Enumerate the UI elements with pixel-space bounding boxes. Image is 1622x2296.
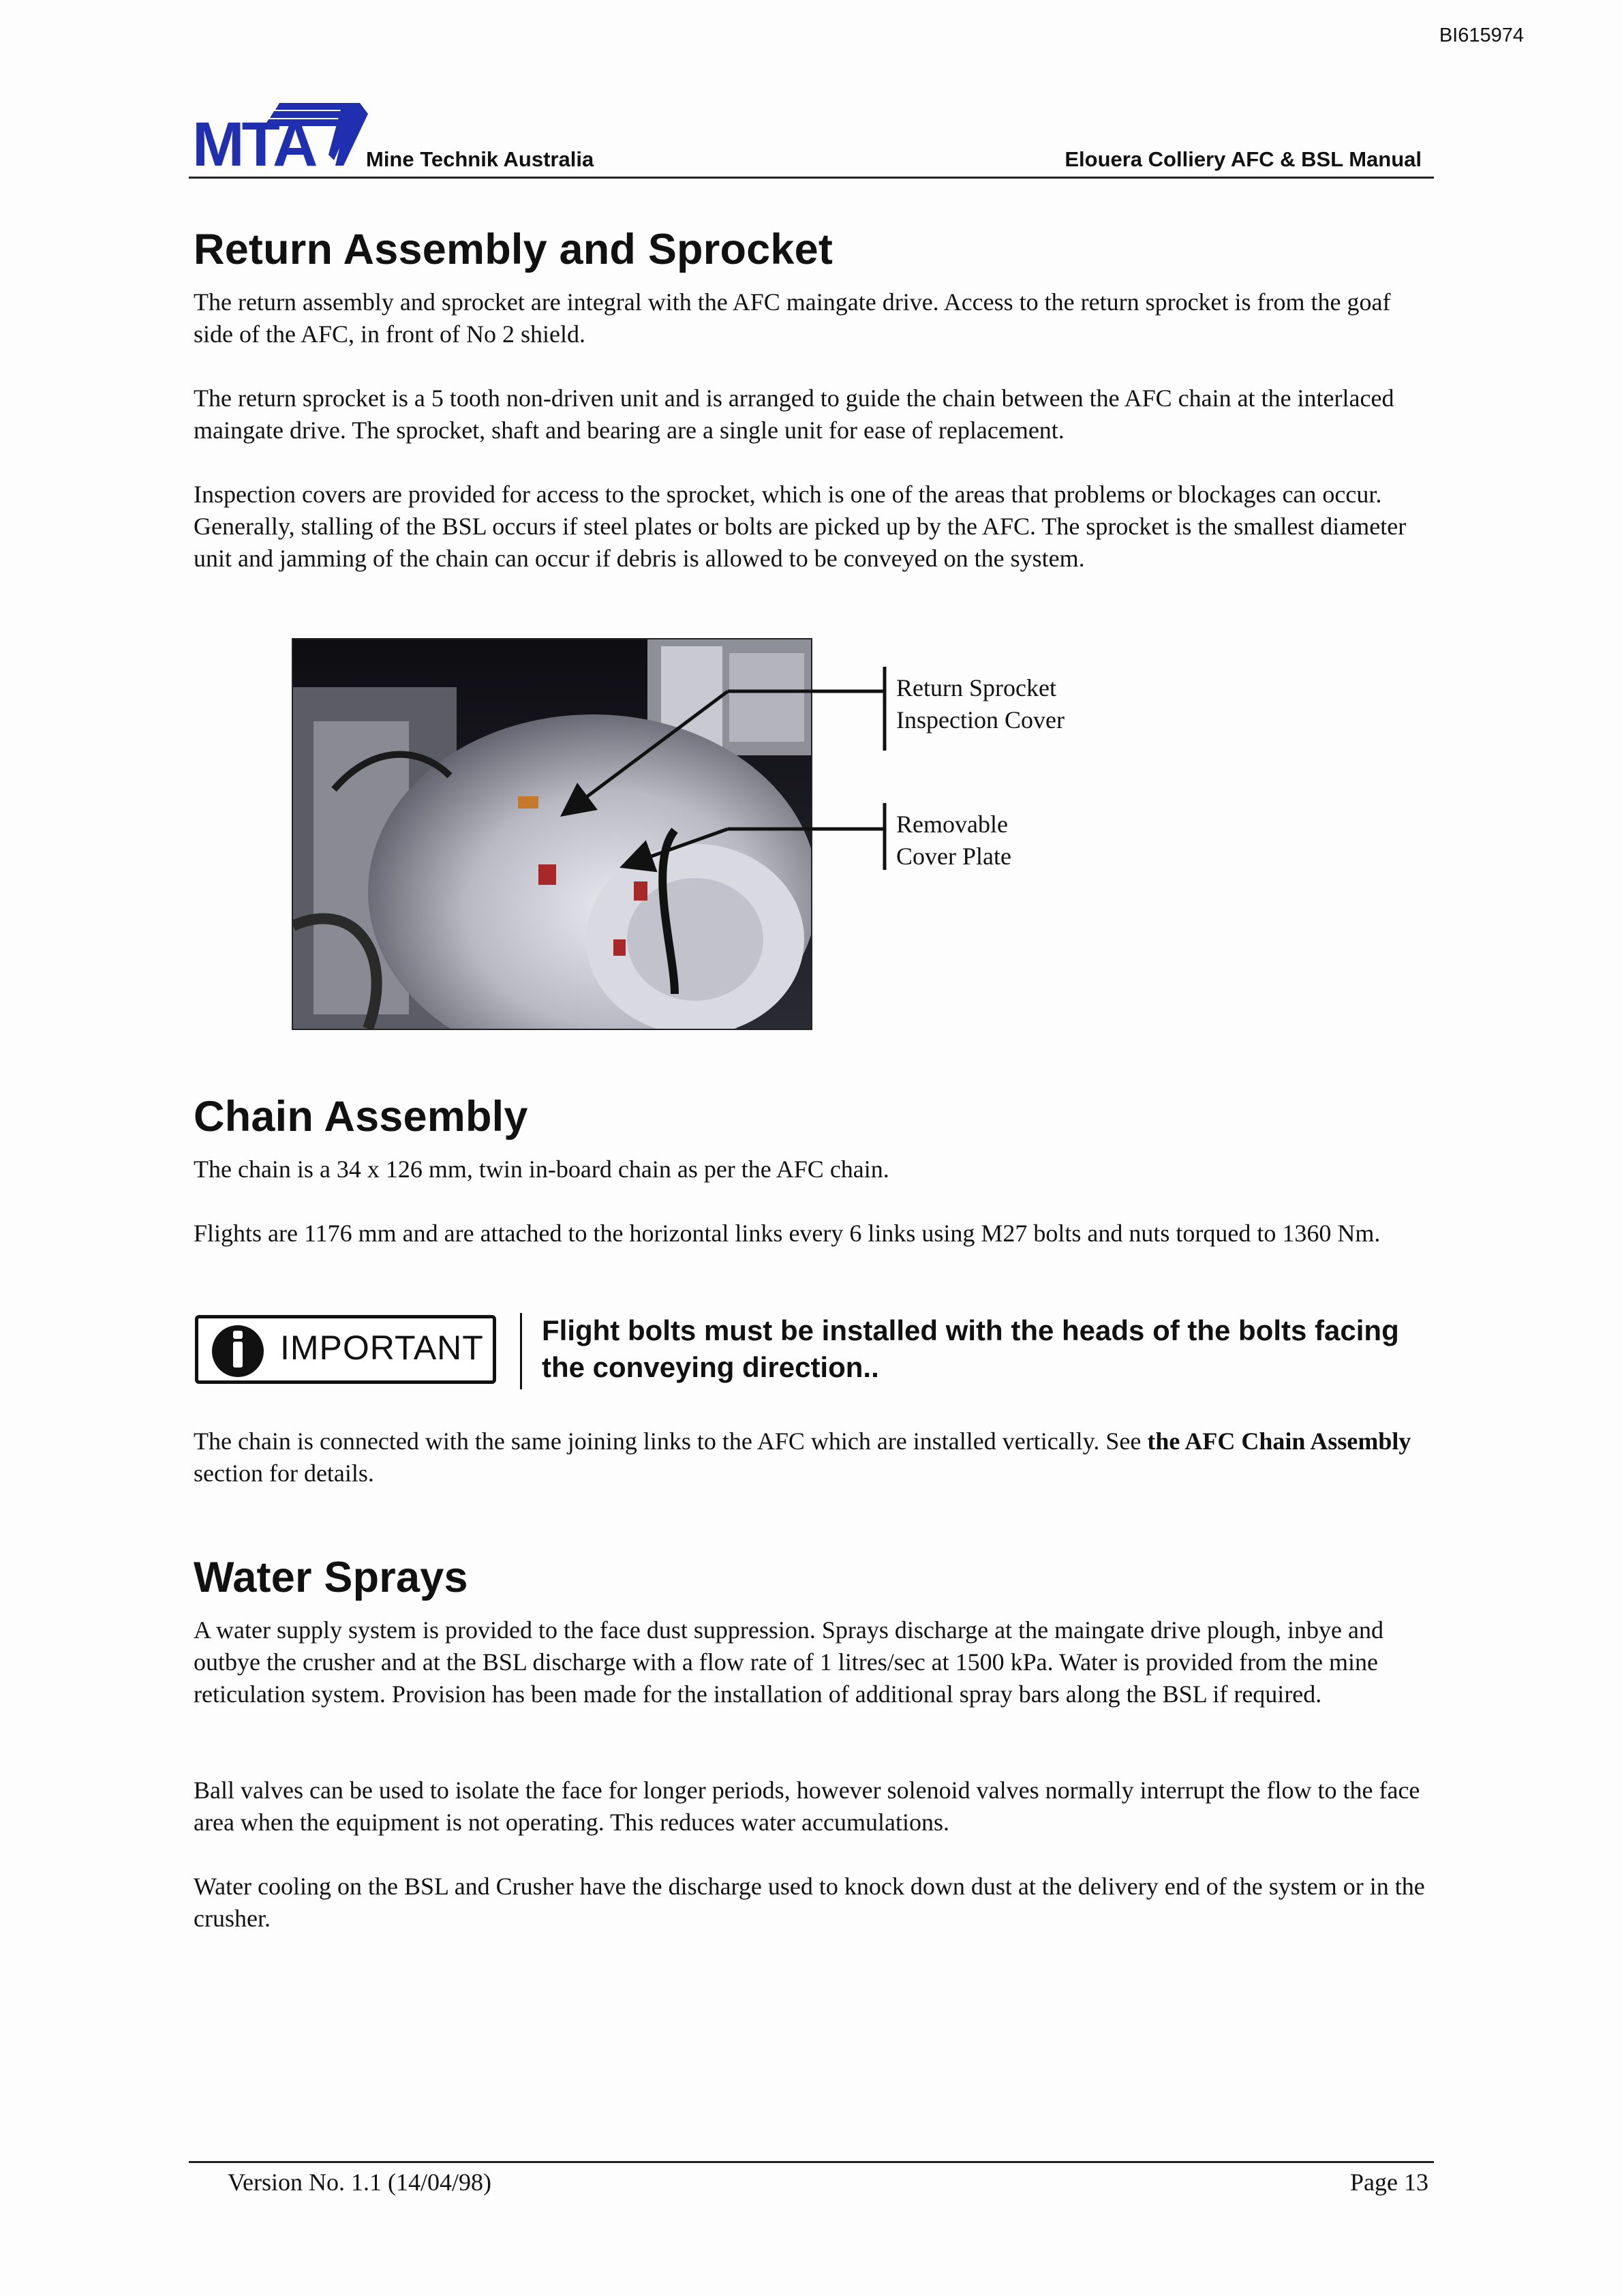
header-rule — [189, 177, 1434, 179]
callout-removable-cover-plate: Removable Cover Plate — [896, 811, 1011, 868]
mta-logo — [192, 97, 368, 170]
paragraph: The chain is a 34 x 126 mm, twin in-board chain as per the AFC chain. — [194, 1155, 889, 1183]
cross-reference: the AFC Chain Assembly — [1147, 1428, 1411, 1455]
section-heading-return-assembly: Return Assembly and Sprocket — [194, 226, 833, 273]
paragraph: Ball valves can be used to isolate the face for longer periods, however solenoid valves normally interrupt the flow to the face area when the equipment is not operating. This reduces water accumulations. — [194, 1777, 1420, 1836]
company-name: Mine Technik Australia — [366, 147, 594, 171]
important-label: IMPORTANT — [280, 1329, 484, 1367]
logo-text: MTA — [192, 110, 316, 170]
document-id: BI615974 — [1439, 25, 1524, 46]
manual-title: Elouera Colliery AFC & BSL Manual — [1065, 147, 1422, 171]
callout-return-sprocket-cover: Return Sprocket Inspection Cover — [896, 674, 1065, 734]
paragraph-text: The chain is connected with the same joining links to the AFC which are installed vertically. See — [194, 1428, 1148, 1455]
section-heading-water-sprays: Water Sprays — [194, 1554, 468, 1601]
page-number: Page 13 — [1350, 2169, 1428, 2196]
paragraph: The return sprocket is a 5 tooth non-driven unit and is arranged to guide the chain between the AFC chain at the interlaced maingate drive. The sprocket, shaft and bearing are a single unit for ease of replacement. — [194, 384, 1394, 444]
version-info: Version No. 1.1 (14/04/98) — [228, 2169, 491, 2196]
section-heading-chain-assembly: Chain Assembly — [194, 1093, 528, 1141]
important-note: Flight bolts must be installed with the heads of the bolts facing the conveying direction.. — [542, 1314, 1399, 1383]
divider — [520, 1313, 522, 1389]
callout-leaders — [292, 638, 905, 1047]
important-badge — [195, 1315, 496, 1384]
paragraph: A water supply system is provided to the face dust suppression. Sprays discharge at the maingate drive plough, inbye and outbye the crusher and at the BSL discharge with a flow rate of 1 litres/sec at 1500 kPa. Water is provided from the mine reticulation system. Provision has been made for the installation of additional spray bars along the BSL if required. — [194, 1616, 1383, 1708]
paragraph — [194, 1425, 1427, 1490]
paragraph: The return assembly and sprocket are integral with the AFC maingate drive. Access to the return sprocket is from the goaf side of the AFC, in front of No 2 shield. — [194, 288, 1391, 348]
paragraph: Water cooling on the BSL and Crusher have the discharge used to knock down dust at the delivery end of the system or in the crusher. — [194, 1873, 1425, 1932]
info-icon — [212, 1325, 264, 1377]
footer-rule — [189, 2161, 1434, 2163]
paragraph: Flights are 1176 mm and are attached to the horizontal links every 6 links using M27 bolts and nuts torqued to 1360 Nm. — [194, 1220, 1381, 1247]
paragraph-text: section for details. — [194, 1460, 374, 1487]
paragraph: Inspection covers are provided for access to the sprocket, which is one of the areas that problems or blockages can occur. Generally, stalling of the BSL occurs if steel plates or bolts are picked up by the AFC. The sprocket is the smallest diameter unit and jamming of the chain can occur if debris is allowed to be conveyed on the system. — [194, 481, 1407, 572]
